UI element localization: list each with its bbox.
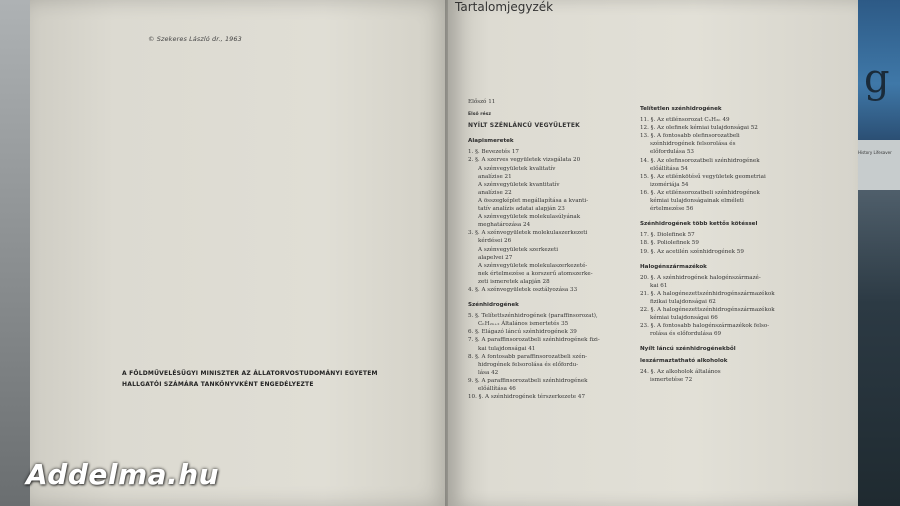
toc-entry-continued: meghatározása 24	[478, 222, 531, 229]
toc-entry: 8. §. A fontosabb paraffinsorozatbeli szén-	[468, 353, 588, 360]
toc-entry-continued: szénhidrogének felsorolása és	[650, 141, 736, 148]
toc-entry: 6. §. Elágazó láncú szénhidrogének 39	[468, 329, 577, 336]
toc-entry-continued: analízise 21	[478, 173, 512, 180]
toc-entry: 7. §. A paraffinsorozatbeli szénhidrogének fizi-	[468, 337, 600, 344]
toc-entry: 23. §. A fontosabb halogénszármazékok felso-	[640, 323, 770, 330]
toc-entry-continued: A szénvegyületek szerkezeti	[478, 246, 558, 253]
toc-part-label: Első rész	[468, 112, 491, 118]
toc-section-heading: Halogénszármazékok	[640, 263, 707, 270]
toc-entry-continued: analízise 22	[478, 189, 512, 196]
approval-line: HALLGATÓI SZÁMÁRA TANKÖNYVKÉNT ENGEDÉLYEZTE	[122, 381, 314, 388]
left-page	[30, 0, 450, 506]
toc-entry: 16. §. Az etilénsorozatbeli szénhidrogének	[640, 189, 760, 196]
toc-part-title: NYÍLT SZÉNLÁNCÚ VEGYÜLETEK	[468, 122, 580, 130]
approval-notice	[122, 368, 378, 390]
toc-entry: 21. §. A halogénezettszénhidrogénszármazékok	[640, 290, 775, 297]
toc-entry-continued: A szénvegyületek kvantitatív	[478, 181, 560, 188]
toc-entry: 4. §. A szénvegyületek osztályozása 33	[468, 286, 578, 293]
toc-section-heading: leszármaztatható alkoholok	[640, 357, 728, 364]
toc-entry-continued: A szénvegyületek molekulaszerkezeté-	[478, 262, 588, 269]
toc-entry: 18. §. Poliolefinek 59	[640, 240, 699, 247]
toc-entry: 5. §. Telítettszénhidrogének (paraffinsorozat),	[468, 313, 598, 320]
toc-entry-continued: nek értelmezése a korszerű atomszerke-	[478, 270, 593, 277]
toc-entry: 12. §. Az olefinek kémiai tulajdonságai 52	[640, 125, 758, 132]
toc-entry-continued: kai 61	[650, 282, 668, 289]
toc-section-heading: Szénhidrogének	[468, 302, 519, 309]
book-spine	[854, 140, 900, 190]
toc-title: Tartalomjegyzék	[455, 0, 554, 14]
toc-entry-continued: értelmezése 56	[650, 206, 694, 213]
toc-entry: 14. §. Az olefinsorozatbeli szénhidrogének	[640, 157, 760, 164]
toc-entry-continued: ismertetése 72	[650, 376, 693, 383]
toc-entry-continued: A összegképlet megállapítása a kvanti-	[478, 197, 589, 204]
toc-entry-continued: előállítása 54	[650, 165, 688, 172]
toc-section-heading: Telítetlen szénhidrogének	[640, 106, 722, 112]
toc-entry-continued: rolása és előfordulása 69	[650, 331, 722, 338]
watermark-logo: Addelma.hu	[26, 458, 220, 491]
toc-entry-continued: kai tulajdonságai 41	[478, 345, 536, 352]
toc-entry-continued: kérdései 26	[478, 238, 512, 245]
toc-entry-continued: fizikai tulajdonságai 62	[650, 298, 716, 305]
toc-entry-continued: tatív analízis adatai alapján 23	[478, 206, 565, 213]
toc-entry: 17. §. Diolefinek 57	[640, 232, 695, 239]
spine-text: History Lifesaver	[858, 150, 892, 155]
toc-entry-continued: izomériája 54	[650, 181, 689, 188]
toc-entry: 10. §. A szénhidrogének térszerkezete 47	[468, 394, 586, 401]
copyright-notice: © Szekeres László dr., 1963	[148, 35, 242, 43]
toc-entry-continued: előállítása 46	[478, 386, 516, 392]
toc-entry-continued: előfordulása 53	[650, 149, 694, 156]
toc-entry: 9. §. A paraffinsorozatbeli szénhidrogének	[468, 377, 588, 384]
toc-entry: 13. §. A fontosabb olefinsorozatbeli	[640, 133, 740, 140]
toc-entry-continued: kémiai tulajdonságainak elméleti	[650, 198, 744, 205]
cover-letter-g: g	[864, 56, 890, 102]
toc-entry: 3. §. A szénvegyületek molekulaszerkezeti	[468, 230, 588, 237]
toc-entry-continued: A szénvegyületek molekulasúlyának	[478, 214, 581, 221]
toc-section-heading: Nyílt láncú szénhidrogénekből	[640, 346, 736, 353]
toc-entry: 19. §. Az acetilén szénhidrogének 59	[640, 248, 744, 255]
toc-section-heading: Szénhidrogének több kettős kötéssel	[640, 221, 758, 228]
toc-section-heading: Alapismeretek	[468, 138, 514, 145]
toc-entry: 1. §. Bevezetés 17	[468, 149, 519, 156]
toc-entry: 2. §. A szerves vegyületek vizsgálata 20	[468, 157, 581, 164]
toc-entry-continued: A szénvegyületek kvalitatív	[478, 165, 556, 172]
toc-entry-continued: kémiai tulajdonságai 66	[650, 315, 718, 322]
toc-entry-continued: CₙH₂ₙ₊₂ Általános ismertetés 35	[478, 321, 569, 328]
toc-entry-continued: zeti ismeretek alapján 28	[478, 278, 550, 285]
toc-entry: 15. §. Az etilénkötésű vegyületek geometriai	[640, 173, 766, 180]
toc-entry: 22. §. A halogénezettszénhidrogénszármazékok	[640, 307, 775, 314]
toc-entry: Előszó 11	[468, 99, 496, 105]
toc-left-column	[468, 98, 643, 401]
toc-entry-continued: hidrogének felsorolása és előfordu-	[478, 361, 579, 368]
toc-entry-continued: lása 42	[478, 369, 499, 376]
toc-entry: 24. §. Az alkoholok általános	[640, 368, 721, 375]
toc-entry-continued: alapelvei 27	[478, 254, 513, 261]
toc-entry: 11. §. Az etilénsorozat CₙH₂ₙ 49	[640, 117, 730, 124]
toc-right-column	[640, 98, 820, 384]
toc-entry: 20. §. A szénhidrogének halogénszármazé-	[640, 274, 761, 281]
approval-line: A FÖLDMŰVELÉSÜGYI MINISZTER AZ ÁLLATORVOSTUDOMÁNYI EGYETEM	[122, 370, 378, 377]
